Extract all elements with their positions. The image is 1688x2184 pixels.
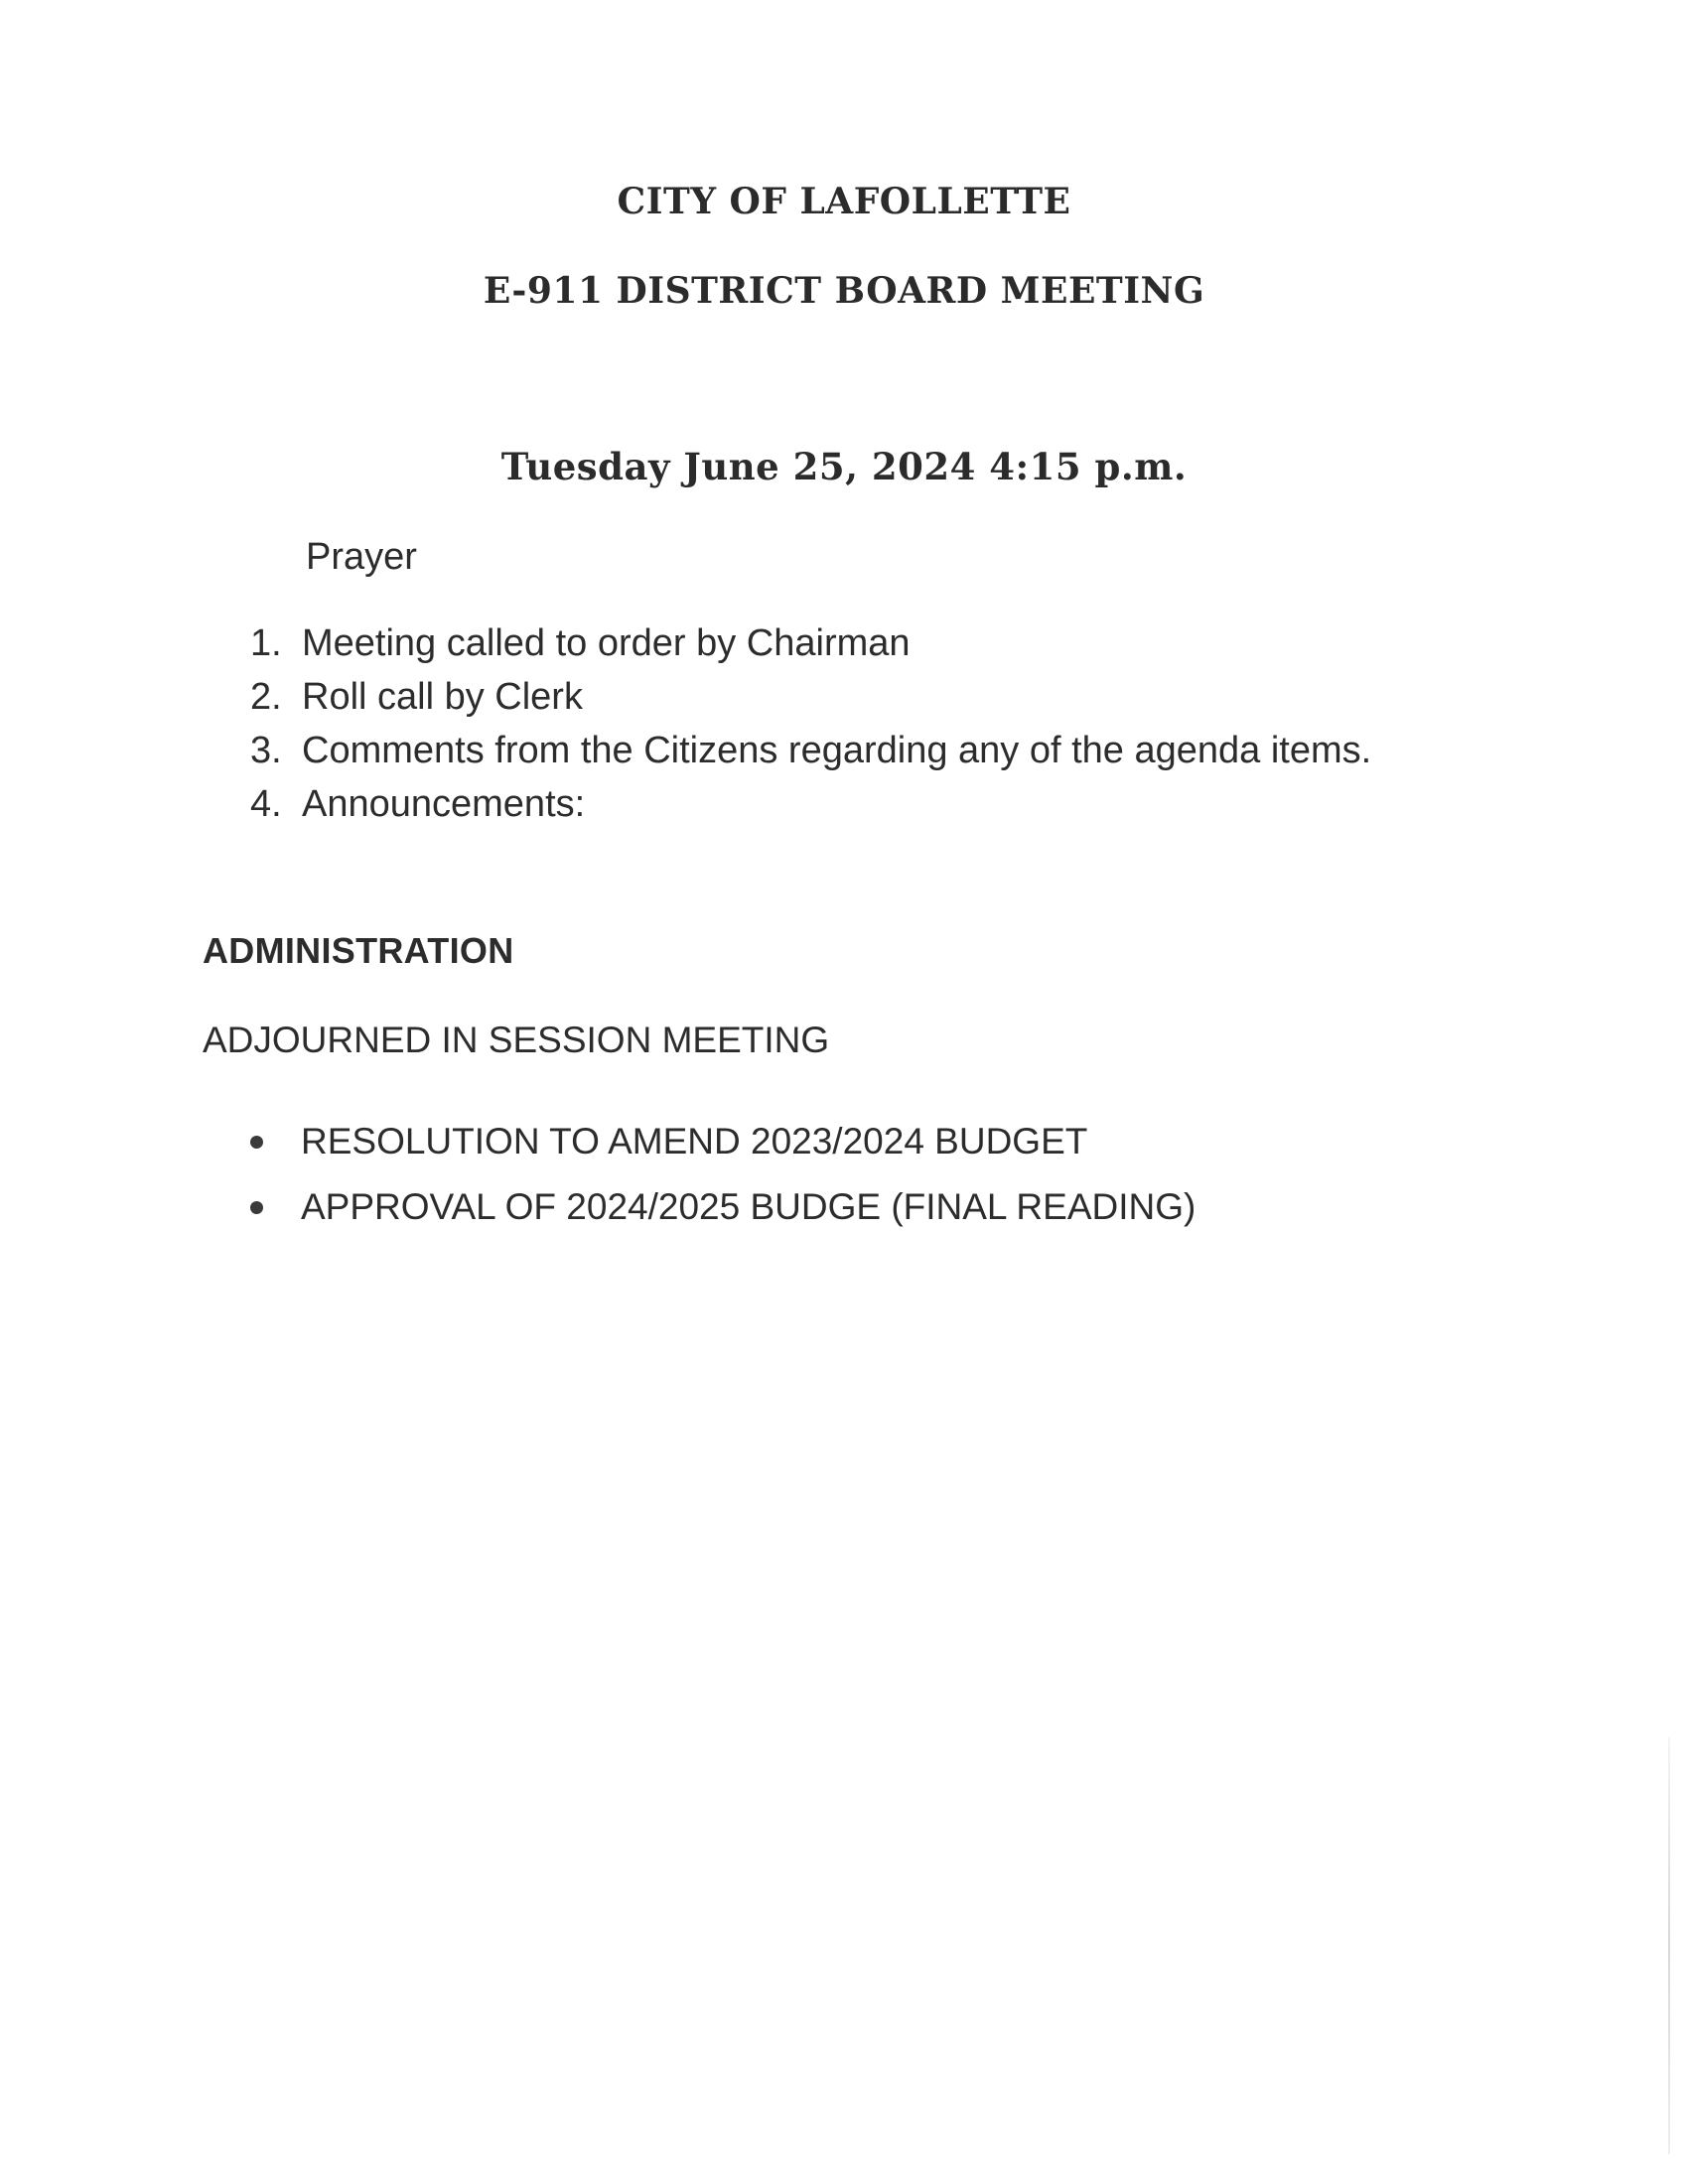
bullet-icon (250, 1136, 263, 1149)
agenda-item-number: 1. (250, 622, 282, 664)
administration-item-text: APPROVAL OF 2024/2025 BUDGE (FINAL READING) (301, 1186, 1196, 1227)
city-title: CITY OF LAFOLLETTE (617, 181, 1071, 222)
agenda-item-number: 2. (250, 676, 282, 718)
administration-item-text: RESOLUTION TO AMEND 2023/2024 BUDGET (301, 1121, 1088, 1161)
administration-item (250, 1174, 1196, 1240)
agenda-item (250, 783, 1371, 837)
administration-heading: ADMINISTRATION (203, 930, 514, 971)
agenda-item (250, 730, 1371, 783)
bullet-icon (250, 1201, 263, 1214)
agenda-item-number: 3. (250, 730, 282, 771)
agenda-item-text: Announcements: (302, 783, 586, 825)
agenda-item-text: Comments from the Citizens regarding any of the agenda items. (302, 730, 1372, 771)
prayer-label: Prayer (306, 536, 417, 578)
agenda-item-number: 4. (250, 783, 282, 825)
agenda-item (250, 676, 1371, 730)
meeting-title: E-911 DISTRICT BOARD MEETING (483, 270, 1205, 312)
agenda-item (250, 622, 1371, 676)
scan-edge-line (1668, 1737, 1670, 2154)
agenda-item-text: Roll call by Clerk (302, 676, 583, 718)
agenda-list (250, 622, 1371, 837)
session-title: ADJOURNED IN SESSION MEETING (203, 1020, 830, 1060)
agenda-item-text: Meeting called to order by Chairman (302, 622, 911, 664)
administration-item (250, 1109, 1196, 1174)
meeting-date: Tuesday June 25, 2024 4:15 p.m. (500, 445, 1188, 488)
administration-items (250, 1109, 1196, 1240)
